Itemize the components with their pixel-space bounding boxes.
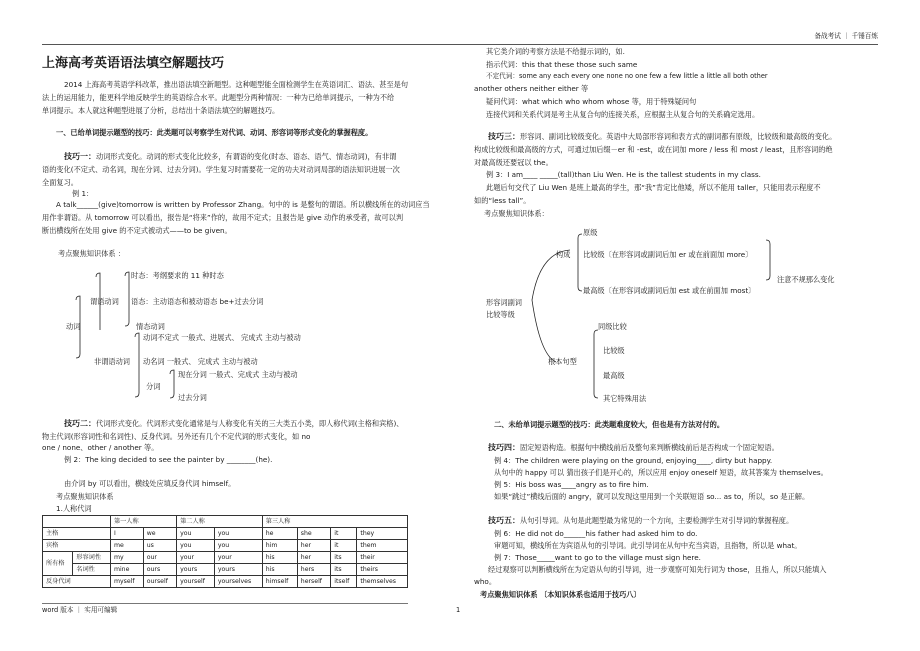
- tree-modal: 情态动词: [136, 322, 165, 331]
- tree-special: 其它特殊用法: [603, 394, 647, 403]
- tip-4-head: 技巧四：: [488, 443, 520, 452]
- table-cell: himself: [262, 576, 297, 588]
- section-2-heading: 二、未给单词提示题型的技巧：此类题难度较大，但也是有方法对付的。: [494, 420, 725, 429]
- tree-form: 构成: [556, 250, 571, 259]
- table-cell: theirs: [357, 564, 408, 576]
- table-cell: we: [143, 528, 176, 540]
- table-cell: yours: [177, 564, 215, 576]
- table-caption: 1.人称代词: [56, 504, 92, 513]
- table-cell: they: [357, 528, 408, 540]
- right-line: 其它类介词的考察方法是不给提示词的，如.: [486, 47, 625, 56]
- table-cell: he: [262, 528, 297, 540]
- intro-line: 法上的运用能力，能更科学地反映学生的英语综合水平。此题型分两种情况：一种为已给单词提示，一种为不给: [42, 93, 395, 102]
- indefinite-pronouns-cont: another others neither either 等: [474, 84, 589, 93]
- tree-present-participle: 现在分词 一般式、完成式 主动与被动: [178, 370, 298, 379]
- table-cell: herself: [297, 576, 330, 588]
- tree-infinitive: 动词不定式 一般式、进展式、 完成式 主动与被动: [143, 333, 301, 342]
- tip-1-line: 全面复习。: [42, 178, 78, 187]
- tree-base-form: 原级: [583, 228, 598, 237]
- tree-gerund: 动名词 一般式、 完成式 主动与被动: [143, 357, 258, 366]
- example-1-line: 用作非谓语。从 tomorrow 可以看出，报告是“将来”作的，故用不定式；且报告是 give 动作的承受者，故可以判: [42, 213, 404, 222]
- page-title: 上海高考英语语法填空解题技巧: [42, 56, 225, 71]
- tip-2-line: 物主代词(形容词性和名词性)、反身代词。另外还有几个不定代词的形式变化，如 no: [42, 432, 311, 441]
- intro-line: 2014 上海高考英语学科改革，推出语法填空新题型。这种题型能全面检测学生在英语词汇、语法、甚至是句: [64, 80, 409, 89]
- table-cell: mine: [110, 564, 143, 576]
- table-cell: 所有格: [43, 552, 73, 576]
- table-cell: its: [331, 552, 357, 564]
- example-2: 例 2：The king decided to see the painter by ________(he).: [64, 455, 273, 464]
- table-cell: it: [331, 528, 357, 540]
- table-cell: us: [143, 540, 176, 552]
- table-header-cell: 第三人称: [262, 516, 407, 528]
- tree-equal: 同级比较: [598, 322, 627, 331]
- table-header-cell: 第一人称: [110, 516, 176, 528]
- example-3-explanation: 此题后句交代了 Liu Wen 是班上最高的学生，那“我”肯定比他矮，所以不能用 taller，只能用表示程度不: [486, 183, 821, 192]
- example-3-explanation: 如的“less tall”。: [474, 196, 531, 205]
- tree-cmp: 比较级: [603, 346, 625, 355]
- tip-1-head: 技巧一：: [64, 152, 96, 161]
- table-cell: ours: [143, 564, 176, 576]
- example-2-answer: 由介词 by 可以看出，横线处应填反身代词 himself。: [64, 479, 236, 488]
- tree-voice: 语态：主动语态和被动语态 be+过去分词: [131, 297, 264, 306]
- example-3: 例 3：I am____ _____(tall)than Liu Wen. He is the tallest students in my class.: [486, 170, 761, 179]
- table-cell: hers: [297, 564, 330, 576]
- table-cell: 宾格: [43, 540, 111, 552]
- table-cell: your: [177, 552, 215, 564]
- tree-superlative: 最高级〔在形容词或副词后加 est 或在前面加 most〕: [583, 286, 756, 295]
- demonstrative-pronouns: 指示代词：this that these those such same: [486, 60, 638, 69]
- example-4: 例 4：The children were playing on the ground, enjoying____, dirty but happy.: [494, 456, 773, 465]
- tree-root-1: 形容词副词: [486, 298, 522, 307]
- table-cell: you: [214, 528, 262, 540]
- example-6-explanation: 审题可知，横线所在为宾语从句的引导词。此引导词在从句中充当宾语，且指物，所以是 what。: [494, 541, 802, 550]
- tip-3-head: 技巧三：: [488, 132, 520, 141]
- tree-participle: 分词: [146, 382, 161, 391]
- table-cell: 形容词性: [73, 552, 111, 564]
- tree-nonpredicate: 非谓语动词: [94, 357, 130, 366]
- tip-5-text: 从句引导词。从句是此题型最为常见的一个方向，主要检测学生对引导词的掌握程度。: [520, 516, 794, 525]
- tip-5-line: [488, 516, 793, 526]
- table-cell: me: [110, 540, 143, 552]
- tree-root-2: 比较等级: [486, 310, 515, 319]
- table-cell: its: [331, 564, 357, 576]
- tip-1-line: 语的变化(不定式、动名词，现在分词、过去分词)。学生复习时需要花一定的功夫对动词局部的语法知识进展一次: [42, 165, 400, 174]
- table-cell: 反身代词: [43, 576, 111, 588]
- example-4-explanation: 从句中的 happy 可以 猜出孩子们是开心的，所以应用 enjoy oneself 短语，故其答案为 themselves。: [494, 468, 828, 477]
- table-cell: she: [297, 528, 330, 540]
- footer-left: word 版本 ｜ 实用可编辑: [42, 606, 118, 614]
- table-cell: 主格: [43, 528, 111, 540]
- table-cell: his: [262, 552, 297, 564]
- table-cell: them: [357, 540, 408, 552]
- section-1-heading: 一、已给单词提示题型的技巧：此类题可以考察学生对代词、动词、形容词等形式变化的掌握程度。: [56, 128, 373, 137]
- tip-1-text: 动词形式变化。动词的形式变化比较多，有谓语的变化(时态、语态、语气、情态动词)，有非谓: [96, 152, 397, 161]
- table-cell: 名词性: [73, 564, 111, 576]
- tree-past-participle: 过去分词: [178, 393, 207, 402]
- page-number: 1: [456, 606, 461, 614]
- table-cell: your: [214, 552, 262, 564]
- tree-root: 动词: [66, 322, 81, 331]
- tree-sup: 最高级: [603, 371, 625, 380]
- tree-2-label: 考点聚焦知识体系: [56, 492, 114, 501]
- table-cell: him: [262, 540, 297, 552]
- tip-4-text: 固定短语构造。根据句中横线前后及整句来判断横线前后是否构成一个固定短语。: [520, 443, 779, 452]
- table-cell: you: [214, 540, 262, 552]
- table-cell: itself: [331, 576, 357, 588]
- tip-5-head: 技巧五：: [488, 516, 520, 525]
- example-1-line: A talk______(give)tomorrow is written by Professor Zhang。句中的 is 是整句的谓语。所以横线所在的动词应当: [56, 200, 430, 209]
- tree-4-label: 考点聚焦知识体系 〔本知识体系也适用于技巧八〕: [480, 590, 641, 599]
- table-cell: yourselves: [214, 576, 262, 588]
- tree-3-label: 考点聚焦知识体系：: [484, 209, 549, 218]
- table-cell: you: [177, 540, 215, 552]
- example-1-label: 例 1：: [72, 189, 94, 198]
- tip-2-head: 技巧二：: [64, 419, 96, 428]
- table-cell: myself: [110, 576, 143, 588]
- tip-3-line: 对最高级还要冠以 the。: [474, 158, 553, 167]
- table-cell: yourself: [177, 576, 215, 588]
- relative-pronouns: 连接代词和关系代词是考主从复合句的连接关系，应根据主从复合句的关系确定选用。: [486, 110, 760, 119]
- tip-2-line: one / none、other / another 等。: [42, 443, 159, 452]
- example-5-explanation: 如果“跳过”横线后面的 angry，就可以发现这里用到一个关联短语 so... as to，所以，so 是正解。: [494, 492, 810, 501]
- tree-1-label: 考点聚焦知识体系 ：: [58, 249, 125, 258]
- table-cell: their: [357, 552, 408, 564]
- table-cell: our: [143, 552, 176, 564]
- table-cell: ourself: [143, 576, 176, 588]
- tree-comparative: 比较级〔在形容词或副词后加 er 或在前面加 more〕: [583, 250, 753, 259]
- tree-irregular: 注意不规那么变化: [777, 275, 835, 284]
- table-cell: his: [262, 564, 297, 576]
- tip-3-text: 形容词、副词比较级变化。英语中大局部形容词和表方式的副词都有原级，比较级和最高级的变化。: [520, 132, 837, 141]
- example-7-explanation: 经过观察可以判断横线所在为定语从句的引导词，进一步观察可知先行词为 those，且指人，所以只能填入: [488, 565, 827, 574]
- table-cell: my: [110, 552, 143, 564]
- example-5: 例 5：His boss was____angry as to fire him.: [494, 480, 649, 489]
- tree-tense: 时态：考纲要求的 11 种时态: [131, 271, 224, 280]
- table-header-cell: 第二人称: [177, 516, 263, 528]
- table-cell: yours: [214, 564, 262, 576]
- table-cell: you: [177, 528, 215, 540]
- header-tag: 备战考试 ｜ 千锤百炼: [814, 32, 878, 40]
- tip-3-line: 构成比较级和最高级的方式，可通过加后缀－er 和 -est，或在词加 more / less 和 most / least，且形容词的绝: [474, 145, 833, 154]
- indefinite-pronouns: 不定代词：some any each every one none no one few a few little a little all both other: [486, 72, 768, 80]
- example-7: 例 7：Those_____want to go to the village must sign here.: [494, 553, 701, 562]
- intro-line: 单词提示。本人就这种题型进展了分析，总结出十条语法填空的解题技巧。: [42, 106, 280, 115]
- table-cell: her: [297, 540, 330, 552]
- interrogative-pronouns: 疑问代词：what which who whom whose 等，用于特殊疑问句: [486, 97, 697, 106]
- table-cell: themselves: [357, 576, 408, 588]
- table-cell: it: [331, 540, 357, 552]
- example-7-explanation: who。: [474, 577, 497, 586]
- tree-predicate: 谓语动词: [90, 297, 119, 306]
- example-6: 例 6：He did not do______his father had asked him to do.: [494, 529, 698, 538]
- example-1-line: 断出横线所在处用 give 的不定式被动式——to be given。: [42, 226, 232, 235]
- table-cell: her: [297, 552, 330, 564]
- table-cell: I: [110, 528, 143, 540]
- tip-2-text: 代词形式变化。代词形式变化通常是与人称变化有关的三大类五小类，即人称代词(主格和宾格)、: [96, 419, 404, 428]
- tip-4-line: [488, 443, 779, 453]
- tree-pattern: 根本句型: [548, 357, 577, 366]
